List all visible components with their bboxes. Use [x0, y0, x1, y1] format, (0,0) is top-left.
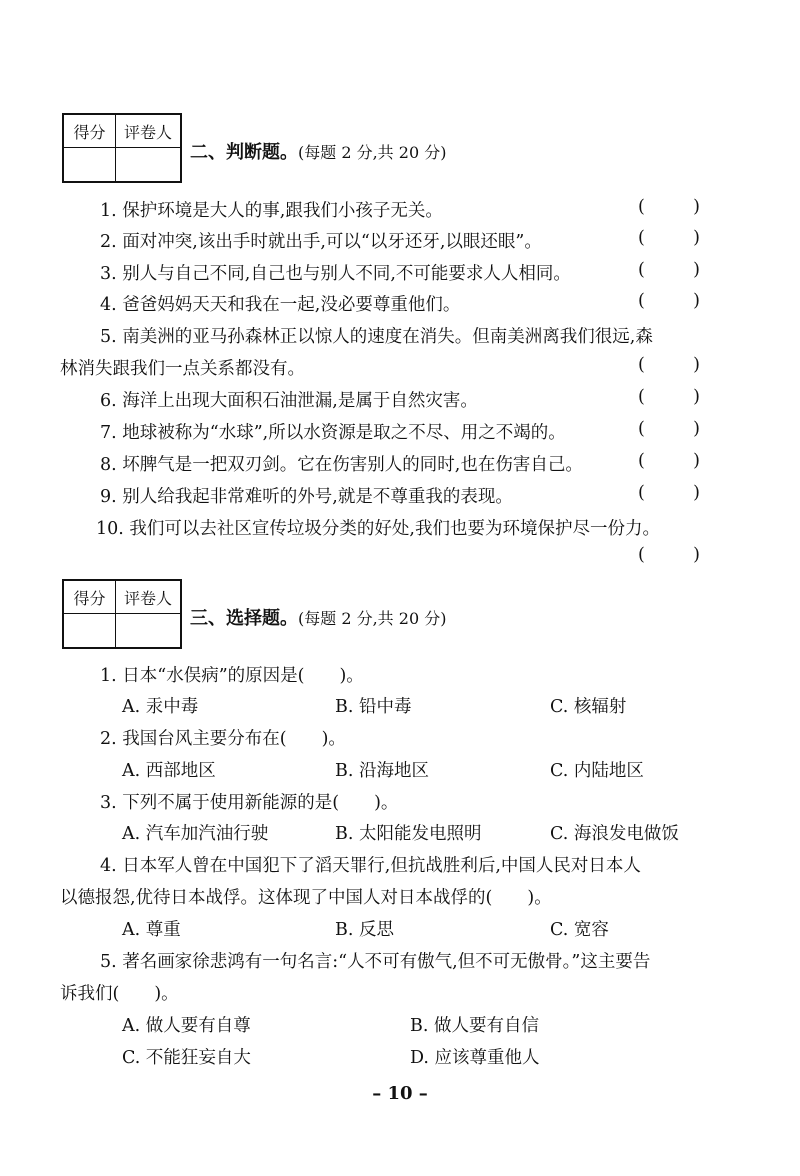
answer-paren[interactable]: ( ) [638, 197, 700, 217]
grader-label: 评卷人 [116, 581, 180, 614]
judge-item: 2. 面对冲突,该出手时就出手,可以“以牙还牙,以眼还眼”。 [100, 232, 542, 252]
choice-option[interactable]: A. 尊重 [122, 920, 181, 940]
answer-paren[interactable]: ( ) [638, 419, 700, 439]
judge-item: 6. 海洋上出现大面积石油泄漏,是属于自然灾害。 [100, 391, 478, 411]
answer-paren[interactable]: ( ) [638, 291, 700, 311]
choice-option[interactable]: C. 内陆地区 [550, 761, 644, 781]
judge-item: 1. 保护环境是大人的事,跟我们小孩子无关。 [100, 201, 443, 221]
answer-paren[interactable]: ( ) [638, 451, 700, 471]
judge-item: 3. 别人与自己不同,自己也与别人不同,不可能要求人人相同。 [100, 264, 571, 284]
choice-option[interactable]: A. 做人要有自尊 [122, 1016, 251, 1036]
grader-cell[interactable] [116, 614, 180, 647]
judge-item: 7. 地球被称为“水球”,所以水资源是取之不尽、用之不竭的。 [100, 423, 566, 443]
score-label: 得分 [64, 581, 116, 614]
choice-option[interactable]: C. 宽容 [550, 920, 609, 940]
choice-question-stem: 4. 日本军人曾在中国犯下了滔天罪行,但抗战胜利后,中国人民对日本人 [100, 856, 641, 876]
judge-item: 8. 坏脾气是一把双刃剑。它在伤害别人的同时,也在伤害自己。 [100, 455, 583, 475]
choice-option[interactable]: B. 沿海地区 [335, 761, 429, 781]
score-box-section2 [62, 113, 182, 183]
choice-question-stem: 2. 我国台风主要分布在( )。 [100, 729, 346, 749]
judge-item: 4. 爸爸妈妈天天和我在一起,没必要尊重他们。 [100, 295, 461, 315]
choice-question-stem-cont: 以德报怨,优待日本战俘。这体现了中国人对日本战俘的( )。 [60, 888, 552, 908]
choice-option[interactable]: B. 太阳能发电照明 [335, 824, 482, 844]
score-cell[interactable] [64, 148, 116, 181]
choice-question-stem: 3. 下列不属于使用新能源的是( )。 [100, 793, 399, 813]
section3-title: 三、选择题。(每题 2 分,共 20 分) [190, 608, 447, 629]
choice-question-stem: 5. 著名画家徐悲鸿有一句名言:“人不可有傲气,但不可无傲骨。”这主要告 [100, 952, 651, 972]
choice-option[interactable]: C. 海浪发电做饭 [550, 824, 679, 844]
answer-paren[interactable]: ( ) [638, 545, 700, 565]
judge-item-cont: 林消失跟我们一点关系都没有。 [60, 359, 305, 379]
judge-item: 9. 别人给我起非常难听的外号,就是不尊重我的表现。 [100, 487, 513, 507]
page-number: – 10 – [372, 1083, 428, 1104]
answer-paren[interactable]: ( ) [638, 228, 700, 248]
score-label: 得分 [64, 115, 116, 148]
answer-paren[interactable]: ( ) [638, 387, 700, 407]
choice-question-stem-cont: 诉我们( )。 [60, 984, 179, 1004]
score-cell[interactable] [64, 614, 116, 647]
choice-option[interactable]: B. 铅中毒 [335, 697, 412, 717]
choice-option[interactable]: A. 汽车加汽油行驶 [122, 824, 269, 844]
judge-item: 5. 南美洲的亚马孙森林正以惊人的速度在消失。但南美洲离我们很远,森 [100, 327, 653, 347]
grader-label: 评卷人 [116, 115, 180, 148]
choice-question-stem: 1. 日本“水俣病”的原因是( )。 [100, 666, 364, 686]
choice-option[interactable]: B. 做人要有自信 [410, 1016, 539, 1036]
judge-item: 10. 我们可以去社区宣传垃圾分类的好处,我们也要为环境保护尽一份力。 [96, 519, 660, 539]
choice-option[interactable]: D. 应该尊重他人 [410, 1048, 540, 1068]
choice-option[interactable]: C. 不能狂妄自大 [122, 1048, 251, 1068]
answer-paren[interactable]: ( ) [638, 355, 700, 375]
choice-option[interactable]: B. 反思 [335, 920, 394, 940]
score-box-section3 [62, 579, 182, 649]
choice-option[interactable]: A. 西部地区 [122, 761, 216, 781]
choice-option[interactable]: A. 汞中毒 [122, 697, 199, 717]
answer-paren[interactable]: ( ) [638, 260, 700, 280]
choice-option[interactable]: C. 核辐射 [550, 697, 627, 717]
answer-paren[interactable]: ( ) [638, 483, 700, 503]
section2-title: 二、判断题。(每题 2 分,共 20 分) [190, 142, 447, 163]
grader-cell[interactable] [116, 148, 180, 181]
